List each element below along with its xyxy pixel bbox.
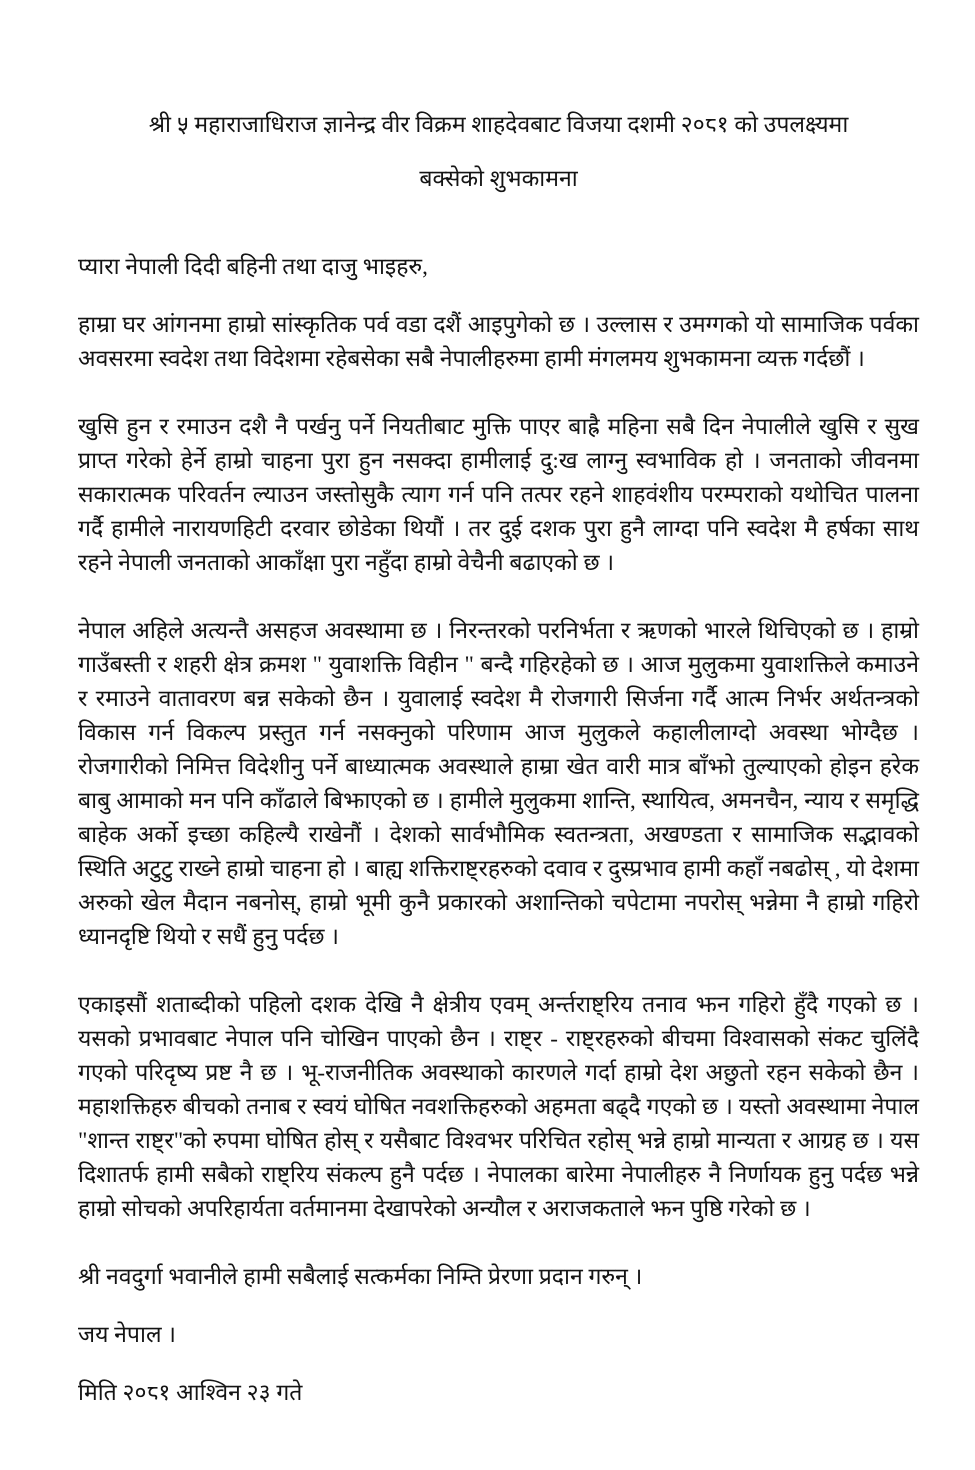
title-line-2: बक्सेको शुभकामना	[419, 166, 578, 191]
date-line: मिति २०८१ आश्विन २३ गते	[78, 1380, 303, 1405]
paragraph-palace-departure: खुसि हुन र रमाउन दशै नै पर्खनु पर्ने नियतीबाट मुक्ति पाएर बाह्रै महिना सबै दिन नेपालीले खुसि र सुख प्राप्त गरेको हेर्ने हाम्रो चाहना पुरा हुन नसक्दा हामीलाई दु:ख लाग्नु स्वभाविक हो । जनताको जीवनमा सकारात्मक परिवर्तन ल्याउन जस्तोसुकै त्याग गर्न पनि तत्पर रहने शाहवंशीय परम्पराको यथोचित पालना गर्दै हामीले नारायणहिटी दरवार छोडेका थियौं । तर दुई दशक पुरा हुनै लाग्दा पनि स्वदेश मै हर्षका साथ रहने नेपाली जनताको आकाँक्षा पुरा नहुँदा हाम्रो वेचैनी बढाएको छ ।	[78, 414, 919, 575]
paragraph-geopolitics: एकाइसौं शताब्दीको पहिलो दशक देखि नै क्षेत्रीय एवम् अर्न्तराष्ट्रिय तनाव झन गहिरो हुँदै गएको छ । यसको प्रभावबाट नेपाल पनि चोखिन पाएको छैन । राष्ट्र - राष्ट्रहरुको बीचमा विश्वासको संकट चुलिंदै गएको परिदृष्य प्रष्ट नै छ । भू-राजनीतिक अवस्थाको कारणले गर्दा हाम्रो देश अछुतो रहन सकेको छैन । महाशक्तिहरु बीचको तनाब र स्वयं घोषित नवशक्तिहरुको अहमता बढ्दै गएको छ । यस्तो अवस्थामा नेपाल "शान्त राष्ट्र"को रुपमा घोषित होस् र यसैबाट विश्वभर परिचित रहोस् भन्ने हाम्रो मान्यता र आग्रह छ । यस दिशातर्फ हामी सबैको राष्ट्रिय संकल्प हुनै पर्दछ । नेपालका बारेमा नेपालीहरु नै निर्णायक हुनु पर्दछ भन्ने हाम्रो सोचको अपरिहार्यता वर्तमानमा देखापरेको अन्यौल र अराजकताले झन पुष्ठि गरेको छ ।	[78, 992, 919, 1221]
blessing-line: श्री नवदुर्गा भवानीले हामी सबैलाई सत्कर्मका निम्ति प्रेरणा प्रदान गरुन् ।	[78, 1264, 643, 1289]
letter-title	[88, 98, 909, 206]
paragraph-national-situation: नेपाल अहिले अत्यन्तै असहज अवस्थामा छ । निरन्तरको परनिर्भता र ऋणको भारले थिचिएको छ । हाम्रो गाउँबस्ती र शहरी क्षेत्र क्रमश " युवाशक्ति विहीन " बन्दै गहिरहेको छ । आज मुलुकमा युवाशक्तिले कमाउने र रमाउने वातावरण बन्न सकेको छैन । युवालाई स्वदेश मै रोजगारी सिर्जना गर्दै आत्म निर्भर अर्थतन्त्रको विकास गर्न विकल्प प्रस्तुत गर्न नसक्नुको परिणाम आज मुलुकले कहालीलाग्दो अवस्था भोग्दैछ । रोजगारीको निमित्त विदेशीनु पर्ने बाध्यात्मक अवस्थाले हाम्रा खेत वारी मात्र बाँझो तुल्याएको होइन हरेक बाबु आमाको मन पनि काँढाले बिझाएको छ । हामीले मुलुकमा शान्ति, स्थायित्व, अमनचैन, न्याय र समृद्धि बाहेक अर्को इच्छा कहिल्यै राखेनौं । देशको सार्वभौमिक स्वतन्त्रता, अखण्डता र सामाजिक सद्भावको स्थिति अटुटु राख्ने हाम्रो चाहना हो । बाह्य शक्तिराष्ट्रहरुको दवाव र दुस्प्रभाव हामी कहाँ नबढोस् , यो देशमा अरुको खेल मैदान नबनोस्, हाम्रो भूमी कुनै प्रकारको अशान्तिको चपेटामा नपरोस् भन्नेमा नै हाम्रो गहिरो ध्यानदृष्टि थियो र सधैं हुनु पर्दछ ।	[78, 618, 919, 949]
paragraph-festival-wishes: हाम्रा घर आंगनमा हाम्रो सांस्कृतिक पर्व वडा दशैं आइपुगेको छ । उल्लास र उमग्गको यो सामाजिक पर्वका अवसरमा स्वदेश तथा विदेशमा रहेबसेका सबै नेपालीहरुमा हामी मंगलमय शुभकामना व्यक्त गर्दछौं ।	[78, 312, 919, 371]
greeting-line: प्यारा नेपाली दिदी बहिनी तथा दाजु भाइहरु,	[78, 254, 428, 279]
title-line-1: श्री ५ महाराजाधिराज ज्ञानेन्द्र वीर विक्रम शाहदेवबाट विजया दशमी २०८१ को उपलक्ष्यमा	[148, 112, 849, 137]
salutation-line: जय नेपाल ।	[78, 1322, 177, 1347]
